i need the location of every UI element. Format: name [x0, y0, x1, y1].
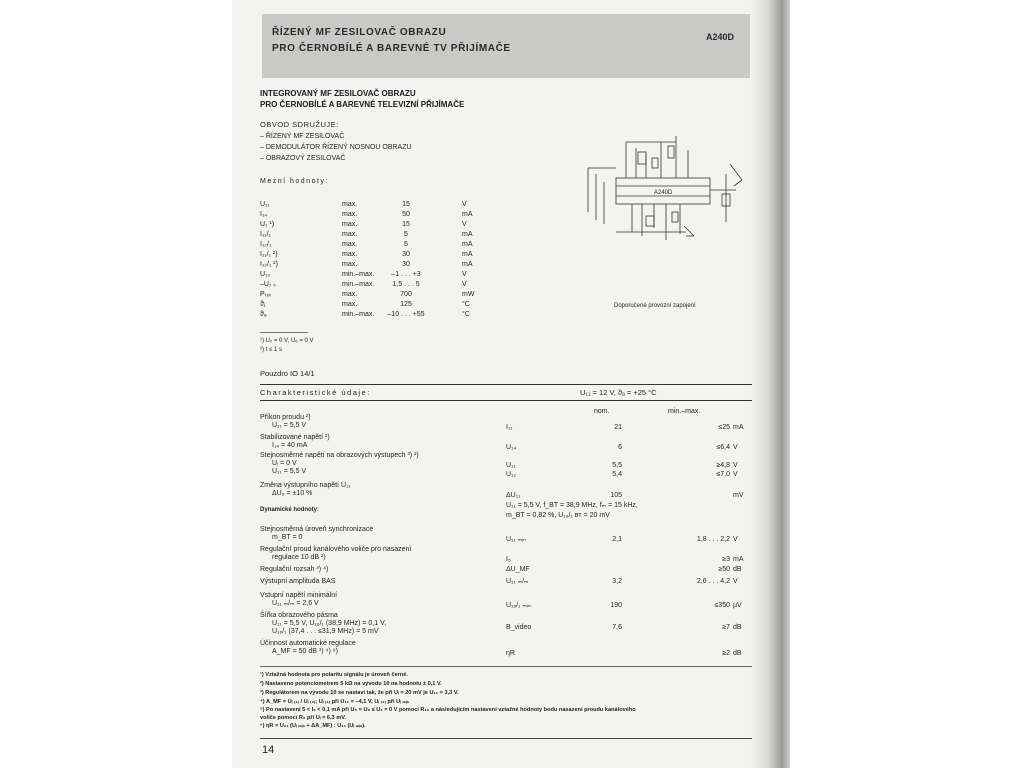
limits-unit: mA	[462, 251, 473, 258]
package-label: Pouzdro IO 14/1	[260, 369, 315, 378]
page-binding-shadow	[750, 0, 790, 768]
application-circuit-diagram	[576, 124, 748, 252]
limits-kind: min.–max.	[342, 281, 375, 288]
param-label: Změna výstupního napětí U₁₁	[260, 482, 351, 489]
param-minmax: ≤7,0	[716, 471, 730, 478]
param-nominal: 3,2	[612, 578, 622, 585]
footnote: ⁶) ηR = U₁₁ (Uᵢ ₘᵢₙ + ΔA_MF) : U₁₁ (Uᵢ ₘᵢₙ).	[260, 723, 366, 729]
circuit-item: – DEMODULÁTOR ŘÍZENÝ NOSNOU OBRAZU	[260, 144, 412, 151]
param-nominal: 6	[618, 444, 622, 451]
param-condition: U₁₁ = 5,5 V	[272, 422, 307, 429]
limits-kind: min.–max.	[342, 311, 375, 318]
limits-unit: °C	[462, 301, 470, 308]
param-nominal: 105	[610, 492, 622, 499]
param-condition: U₁₁ ₘ/ₘ = 2,6 V	[272, 600, 319, 607]
param-symbol: U₁₄	[506, 444, 517, 451]
limits-kind: max.	[342, 221, 358, 228]
param-unit: mV	[733, 492, 744, 499]
param-nominal: 7,6	[612, 624, 622, 631]
limits-unit: mA	[462, 211, 473, 218]
param-label: Regulační rozsah ³) ⁴)	[260, 566, 329, 573]
param-minmax: ≥3	[722, 556, 730, 563]
param-minmax: ≥2	[722, 650, 730, 657]
limits-unit: V	[462, 201, 467, 208]
page-number: 14	[262, 744, 275, 756]
param-condition: U₁₁ = 5,5 V	[272, 468, 307, 475]
limits-sym: U₁ ¹)	[260, 221, 275, 228]
param-minmax: ≤350	[714, 602, 730, 609]
limits-val: 700	[400, 291, 412, 298]
param-minmax: 1,8 . . . 2,2	[696, 536, 730, 543]
param-symbol: U₁₁ ₘ/ₘ	[506, 578, 529, 585]
param-condition: Uᵢ = 0 V	[272, 460, 297, 467]
limits-note: ¹) U₂ = 0 V, U₆ = 0 V	[260, 338, 314, 344]
footnote: voliče pomocí R₆ při Uᵢ = 6,3 mV.	[260, 715, 346, 721]
limits-unit: mA	[462, 241, 473, 248]
param-label: Šířka obrazového pásma	[260, 612, 338, 619]
limits-sym: I₁₂/₁ ²)	[260, 261, 278, 268]
param-unit: dB	[733, 650, 742, 657]
param-symbol: I₅	[506, 556, 511, 563]
limits-kind: max.	[342, 241, 358, 248]
limits-val: 30	[402, 261, 410, 268]
part-code: A240D	[706, 32, 735, 42]
param-condition: ΔU₈ = ±10 %	[272, 490, 313, 497]
footnote: ⁴) A_MF = Uᵢ ₍₁₎ / Uᵢ ₍₂₎; Uᵢ ₍₁₎ při U₁₁ = –4,1 V, Uᵢ ₍₂₎ při Uᵢ ₘᵢₙ	[260, 699, 409, 705]
dynamic-condition: U₁₁ = 5,5 V, f_BT = 38,9 MHz, fₘ = 15 kHz,	[506, 502, 638, 509]
param-unit: V	[733, 578, 738, 585]
param-minmax: ≥50	[718, 566, 730, 573]
limits-sym: –U₇ ₛ	[260, 281, 276, 288]
limits-val: –1 . . . +3	[391, 271, 421, 278]
circuit-item: – OBRAZOVÝ ZESILOVAČ	[260, 155, 346, 162]
param-condition: U₁₆/₁ (37,4 . . . ≤31,9 MHz) = 5 mV	[272, 628, 379, 635]
param-minmax: ≥7	[722, 624, 730, 631]
limits-kind: max.	[342, 231, 358, 238]
header-title-line1: ŘÍZENÝ MF ZESILOVAČ OBRAZU	[272, 27, 447, 38]
limits-val: 125	[400, 301, 412, 308]
param-condition: U₁₁ = 5,5 V, U₁₆/₁ (38,9 MHz) = 0,1 V,	[272, 620, 387, 627]
diagram-caption: Doporučené provozní zapojení	[614, 303, 696, 309]
limits-kind: min.–max.	[342, 271, 375, 278]
param-nominal: 21	[614, 424, 622, 431]
column-minmax: min.–max.	[668, 408, 701, 415]
footnote: ⁵) Po nastavení 5 < I₅ < 0,1 mA při U₅ = U₈ ≤ U₁ = 0 V pomocí R₁₀ a následujícím nastavení vztažné hodnoty bodu nasazení proudu kanálového	[260, 707, 636, 713]
limits-kind: max.	[342, 251, 358, 258]
subtitle-line2: PRO ČERNOBÍLÉ A BAREVNÉ TELEVIZNÍ PŘIJÍMAČE	[260, 100, 465, 109]
limits-kind: max.	[342, 261, 358, 268]
param-unit: V	[733, 444, 738, 451]
limits-sym: U₁₁	[260, 201, 270, 208]
param-nominal: 5,5	[612, 462, 622, 469]
limits-kind: max.	[342, 301, 358, 308]
limits-sym: ϑⱼ	[260, 301, 266, 308]
param-label: Regulační proud kanálového voliče pro nasazení	[260, 546, 412, 553]
param-unit: dB	[733, 624, 742, 631]
param-label: Dynamické hodnoty:	[260, 507, 320, 513]
header-title-line2: PRO ČERNOBÍLÉ A BAREVNÉ TV PŘIJÍMAČE	[272, 43, 511, 54]
subtitle-line1: INTEGROVANÝ MF ZESILOVAČ OBRAZU	[260, 89, 416, 98]
circuit-heading: OBVOD SDRUŽUJE:	[260, 120, 339, 129]
param-label: Výstupní amplituda BAS	[260, 578, 336, 585]
param-unit: V	[733, 471, 738, 478]
limits-val: 30	[402, 251, 410, 258]
param-symbol: I₁₁	[506, 424, 513, 431]
param-minmax: ≤25	[718, 424, 730, 431]
param-unit: dB	[733, 566, 742, 573]
circuit-item: – ŘÍZENÝ MF ZESILOVAČ	[260, 133, 345, 140]
param-label: Příkon proudu ²)	[260, 414, 311, 421]
limits-unit: V	[462, 221, 467, 228]
footnote: ²) Nastaveno potenciometrem 5 kΩ na vývodu 10 na hodnotu ± 0,1 V.	[260, 681, 442, 687]
limits-val: 15	[402, 201, 410, 208]
limits-val: –10 . . . +55	[387, 311, 425, 318]
param-condition: I₁₄ = 40 mA	[272, 442, 308, 449]
param-unit: V	[733, 462, 738, 469]
limits-sym: I₁₁/₁ ²)	[260, 251, 278, 258]
param-symbol: U₁₁ ₘᵢₙ	[506, 536, 526, 543]
limits-sym: U₁₀	[260, 271, 271, 278]
param-minmax: ≤6,4	[716, 444, 730, 451]
param-symbol: ηR	[506, 650, 515, 657]
param-label: Stejnosměrné napětí na obrazových výstupech ³) ²)	[260, 452, 419, 459]
param-symbol: B_video	[506, 624, 532, 631]
param-symbol: U₁₁	[506, 462, 516, 469]
param-condition: A_MF = 50 dB ³) ⁴) ⁶)	[272, 648, 338, 655]
limits-kind: max.	[342, 291, 358, 298]
param-unit: μV	[733, 602, 742, 609]
limits-val: 5	[404, 241, 408, 248]
param-minmax: ≥4,8	[716, 462, 730, 469]
param-label: Stabilizované napětí ²)	[260, 434, 330, 441]
dynamic-condition: m_BT = 0,82 %, U₁₆/₁ ʙᴛ = 20 mV	[506, 512, 610, 519]
limits-heading: Mezní hodnoty:	[260, 178, 329, 185]
param-nominal: 5,4	[612, 471, 622, 478]
param-label: Účinnost automatické regulace	[260, 640, 356, 647]
limits-kind: max.	[342, 211, 358, 218]
footnote: ¹) Vztažná hodnota pro polaritu signálu je úroveň černé.	[260, 672, 408, 678]
limits-unit: °C	[462, 311, 470, 318]
param-symbol: ΔU_MF	[506, 566, 530, 573]
limits-sym: ϑₐ	[260, 311, 267, 318]
characteristics-heading: Charakteristické údaje:	[260, 388, 371, 397]
param-symbol: U₁₂	[506, 471, 517, 478]
limits-kind: max.	[342, 201, 358, 208]
diagram-chip-label: A240D	[654, 190, 673, 196]
footnote: ³) Regulátorem na vývodu 10 se nastaví tak, že při Uᵢ = 20 mV je U₁₁ = 3,3 V.	[260, 690, 459, 696]
limits-sym: I₁₂/₁	[260, 241, 272, 248]
limits-sym: Pₜₒₜ	[260, 291, 272, 298]
limits-unit: mA	[462, 261, 473, 268]
limits-val: 15	[402, 221, 410, 228]
limits-unit: V	[462, 271, 467, 278]
param-minmax: 2,6 . . . 4,2	[696, 578, 730, 585]
limits-unit: mA	[462, 231, 473, 238]
param-nominal: 2,1	[612, 536, 622, 543]
limits-val: 5	[404, 231, 408, 238]
column-nom: nom.	[594, 408, 610, 415]
limits-unit: mW	[462, 291, 475, 298]
param-symbol: ΔU₁₁	[506, 492, 521, 499]
param-unit: mA	[733, 556, 744, 563]
param-unit: mA	[733, 424, 744, 431]
limits-unit: V	[462, 281, 467, 288]
characteristics-conditions: U₁₁ = 12 V, ϑₐ = +25 °C	[580, 388, 657, 397]
param-symbol: U₁₆/₁ ₘᵢₙ	[506, 602, 531, 609]
param-nominal: 190	[610, 602, 622, 609]
param-unit: V	[733, 536, 738, 543]
param-condition: regulace 10 dB ²)	[272, 554, 326, 561]
limits-note: ²) t ≤ 1 s	[260, 347, 282, 353]
param-label: Stejnosměrná úroveň synchronizace	[260, 526, 374, 533]
param-label: Vstupní napětí minimální	[260, 592, 338, 599]
limits-sym: I₁₄	[260, 211, 268, 218]
param-condition: m_BT = 0	[272, 534, 303, 541]
limits-val: 1,5 . . . 5	[392, 281, 420, 288]
limits-val: 50	[402, 211, 410, 218]
limits-sym: I₁₁/₁	[260, 231, 271, 238]
